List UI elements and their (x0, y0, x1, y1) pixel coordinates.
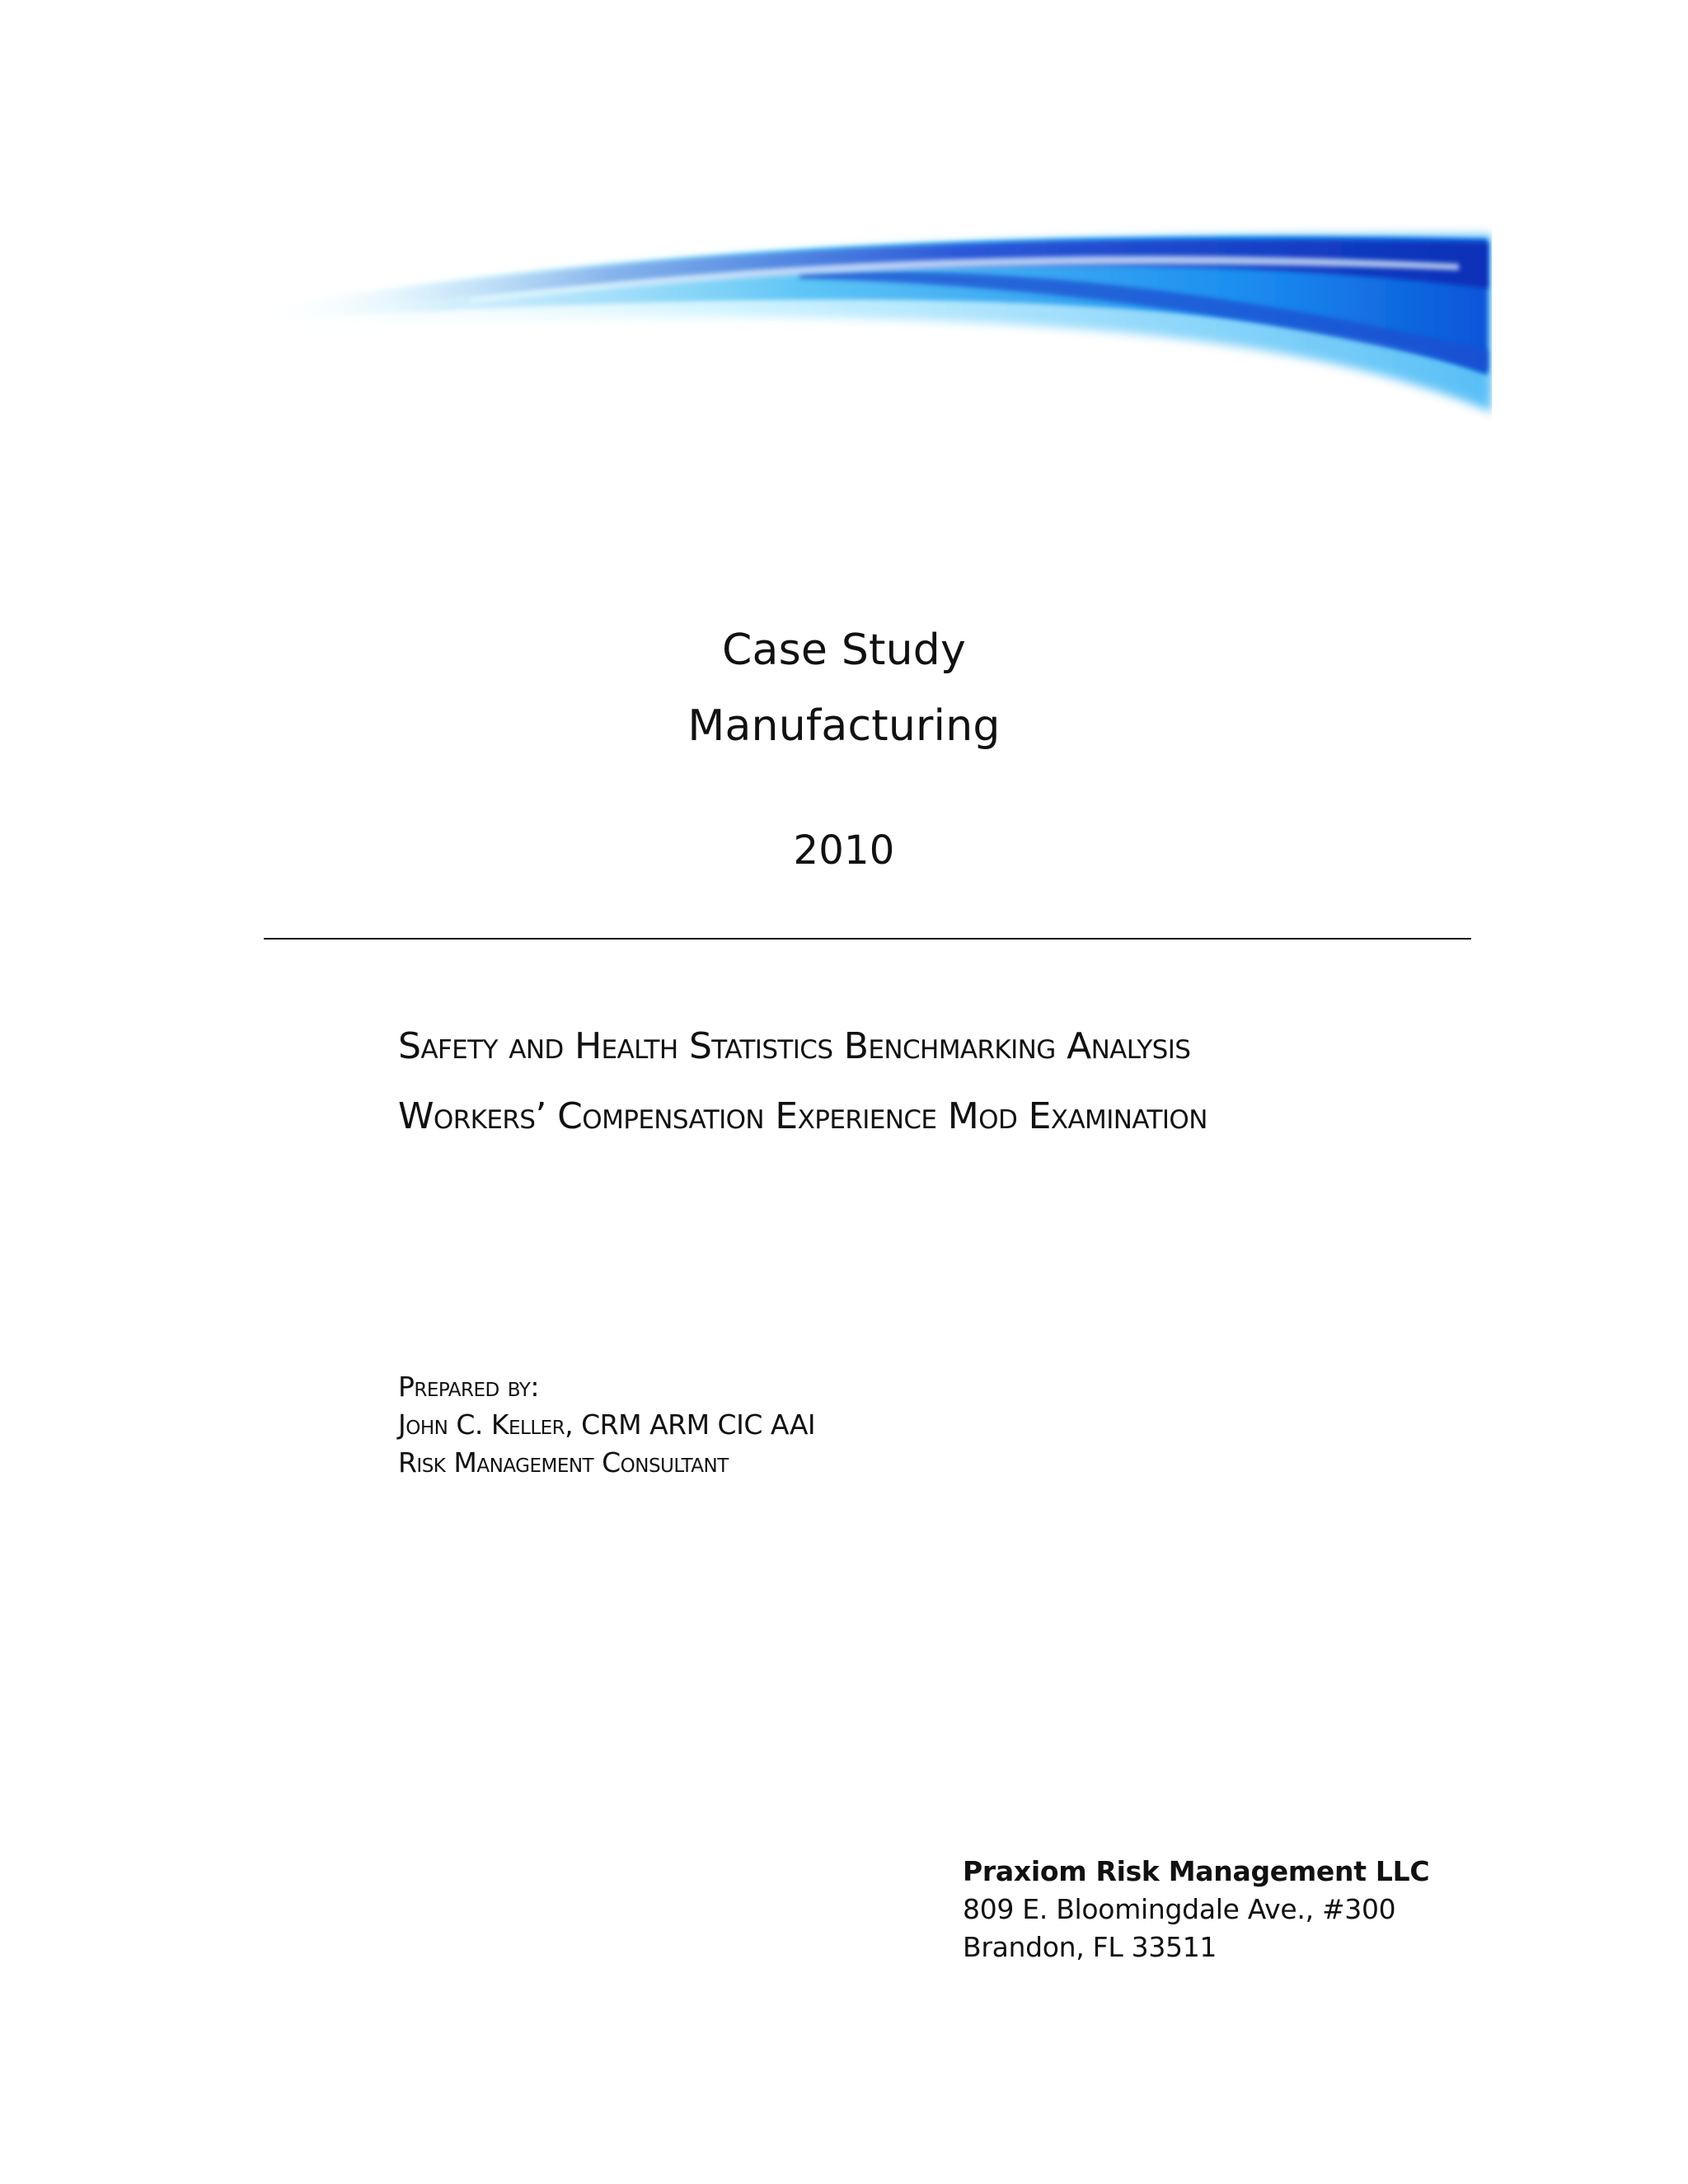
author-name: John C. Keller, CRM ARM CIC AAI (398, 1408, 816, 1441)
company-address-block (963, 1853, 1429, 1966)
address-line-2: Brandon, FL 33511 (963, 1931, 1217, 1963)
subtitle-experience-mod-examination: Workers’ Compensation Experience Mod Examination (398, 1095, 1207, 1137)
address-line-1: 809 E. Bloomingdale Ave., #300 (963, 1893, 1396, 1925)
author-role: Risk Management Consultant (398, 1446, 729, 1479)
blue-swoosh-banner (223, 206, 1492, 445)
title-year: 2010 (793, 827, 895, 874)
company-name: Praxiom Risk Management LLC (963, 1855, 1430, 1887)
title-case-study: Case Study (722, 626, 966, 675)
subtitle-benchmarking-analysis: Safety and Health Statistics Benchmarking Analysis (398, 1025, 1191, 1067)
prepared-by-block (398, 1368, 815, 1482)
prepared-by-label: Prepared by: (398, 1371, 539, 1403)
horizontal-divider (264, 938, 1471, 940)
title-manufacturing: Manufacturing (687, 701, 1001, 751)
